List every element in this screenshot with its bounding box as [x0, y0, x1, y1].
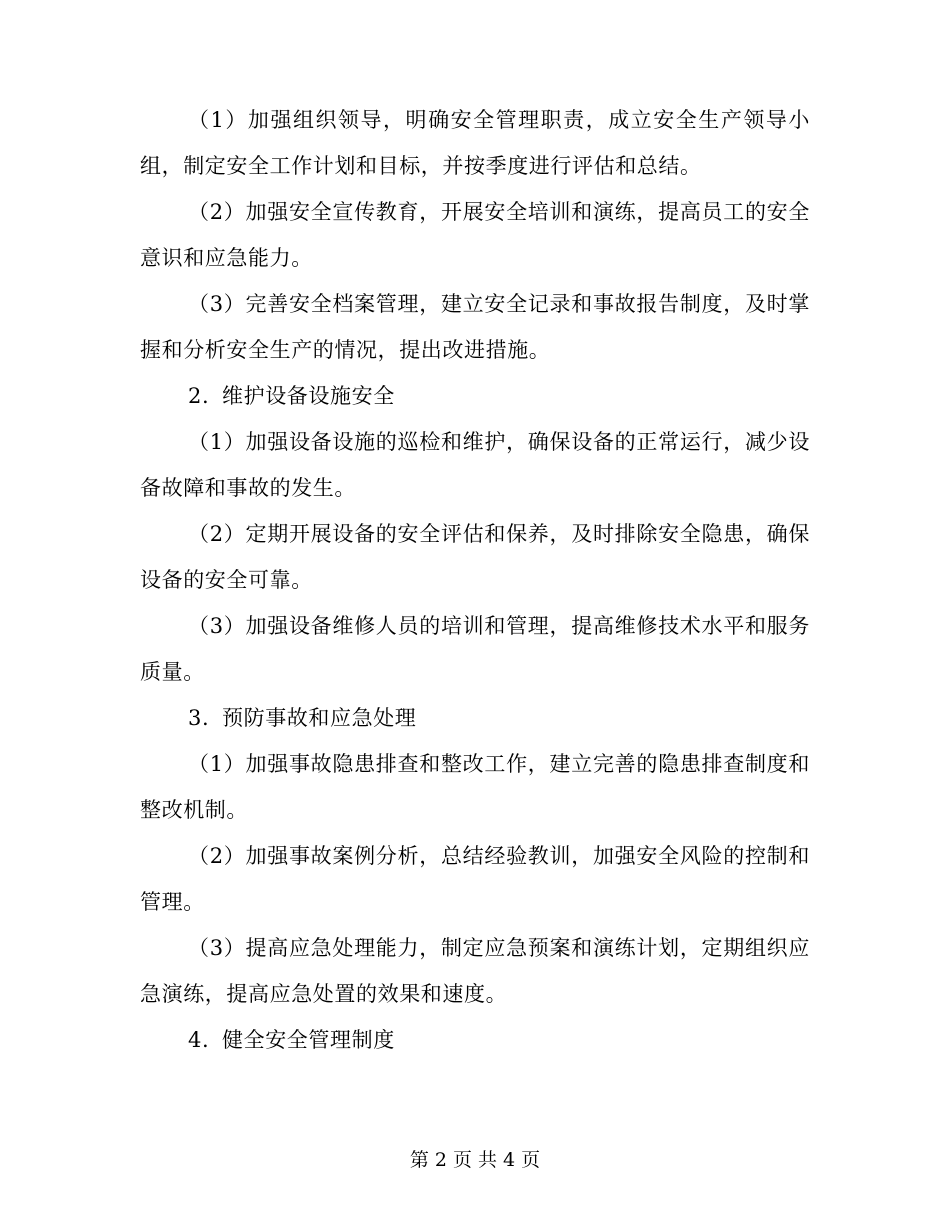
paragraph-3-1: （1）加强事故隐患排查和整改工作，建立完善的隐患排查制度和整改机制。 [140, 752, 810, 822]
footer-total-pages: 4 [503, 1149, 516, 1171]
footer-page-number: 2 [434, 1149, 447, 1171]
footer-prefix: 第 [409, 1149, 429, 1171]
page-footer [0, 1148, 950, 1172]
section-title: 预防事故和应急处理 [222, 706, 417, 730]
paragraph-1-2: （2）加强安全宣传教育，开展安全培训和演练，提高员工的安全意识和应急能力。 [140, 200, 810, 270]
paragraph-1-3: （3）完善安全档案管理，建立安全记录和事故报告制度，及时掌握和分析安全生产的情况，提出改进措施。 [140, 292, 810, 362]
section-number: 4. [188, 1028, 210, 1052]
paragraph-2-3: （3）加强设备维修人员的培训和管理，提高维修技术水平和服务质量。 [140, 614, 810, 684]
section-heading-2 [140, 373, 810, 419]
paragraph-1-1: （1）加强组织领导，明确安全管理职责，成立安全生产领导小组，制定安全工作计划和目标，并按季度进行评估和总结。 [140, 108, 810, 178]
paragraph-3-3: （3）提高应急处理能力，制定应急预案和演练计划，定期组织应急演练，提高应急处置的效果和速度。 [140, 936, 810, 1006]
section-title: 维护设备设施安全 [222, 384, 395, 408]
section-number: 3. [188, 706, 210, 730]
document-body [140, 97, 810, 1063]
footer-middle: 页 共 [452, 1149, 498, 1171]
section-number: 2. [188, 384, 210, 408]
section-heading-4 [140, 1017, 810, 1063]
paragraph-3-2: （2）加强事故案例分析，总结经验教训，加强安全风险的控制和管理。 [140, 844, 810, 914]
paragraph-2-2: （2）定期开展设备的安全评估和保养，及时排除安全隐患，确保设备的安全可靠。 [140, 522, 810, 592]
footer-suffix: 页 [521, 1149, 541, 1171]
section-title: 健全安全管理制度 [222, 1028, 395, 1052]
section-heading-3 [140, 695, 810, 741]
paragraph-2-1: （1）加强设备设施的巡检和维护，确保设备的正常运行，减少设备故障和事故的发生。 [140, 430, 810, 500]
